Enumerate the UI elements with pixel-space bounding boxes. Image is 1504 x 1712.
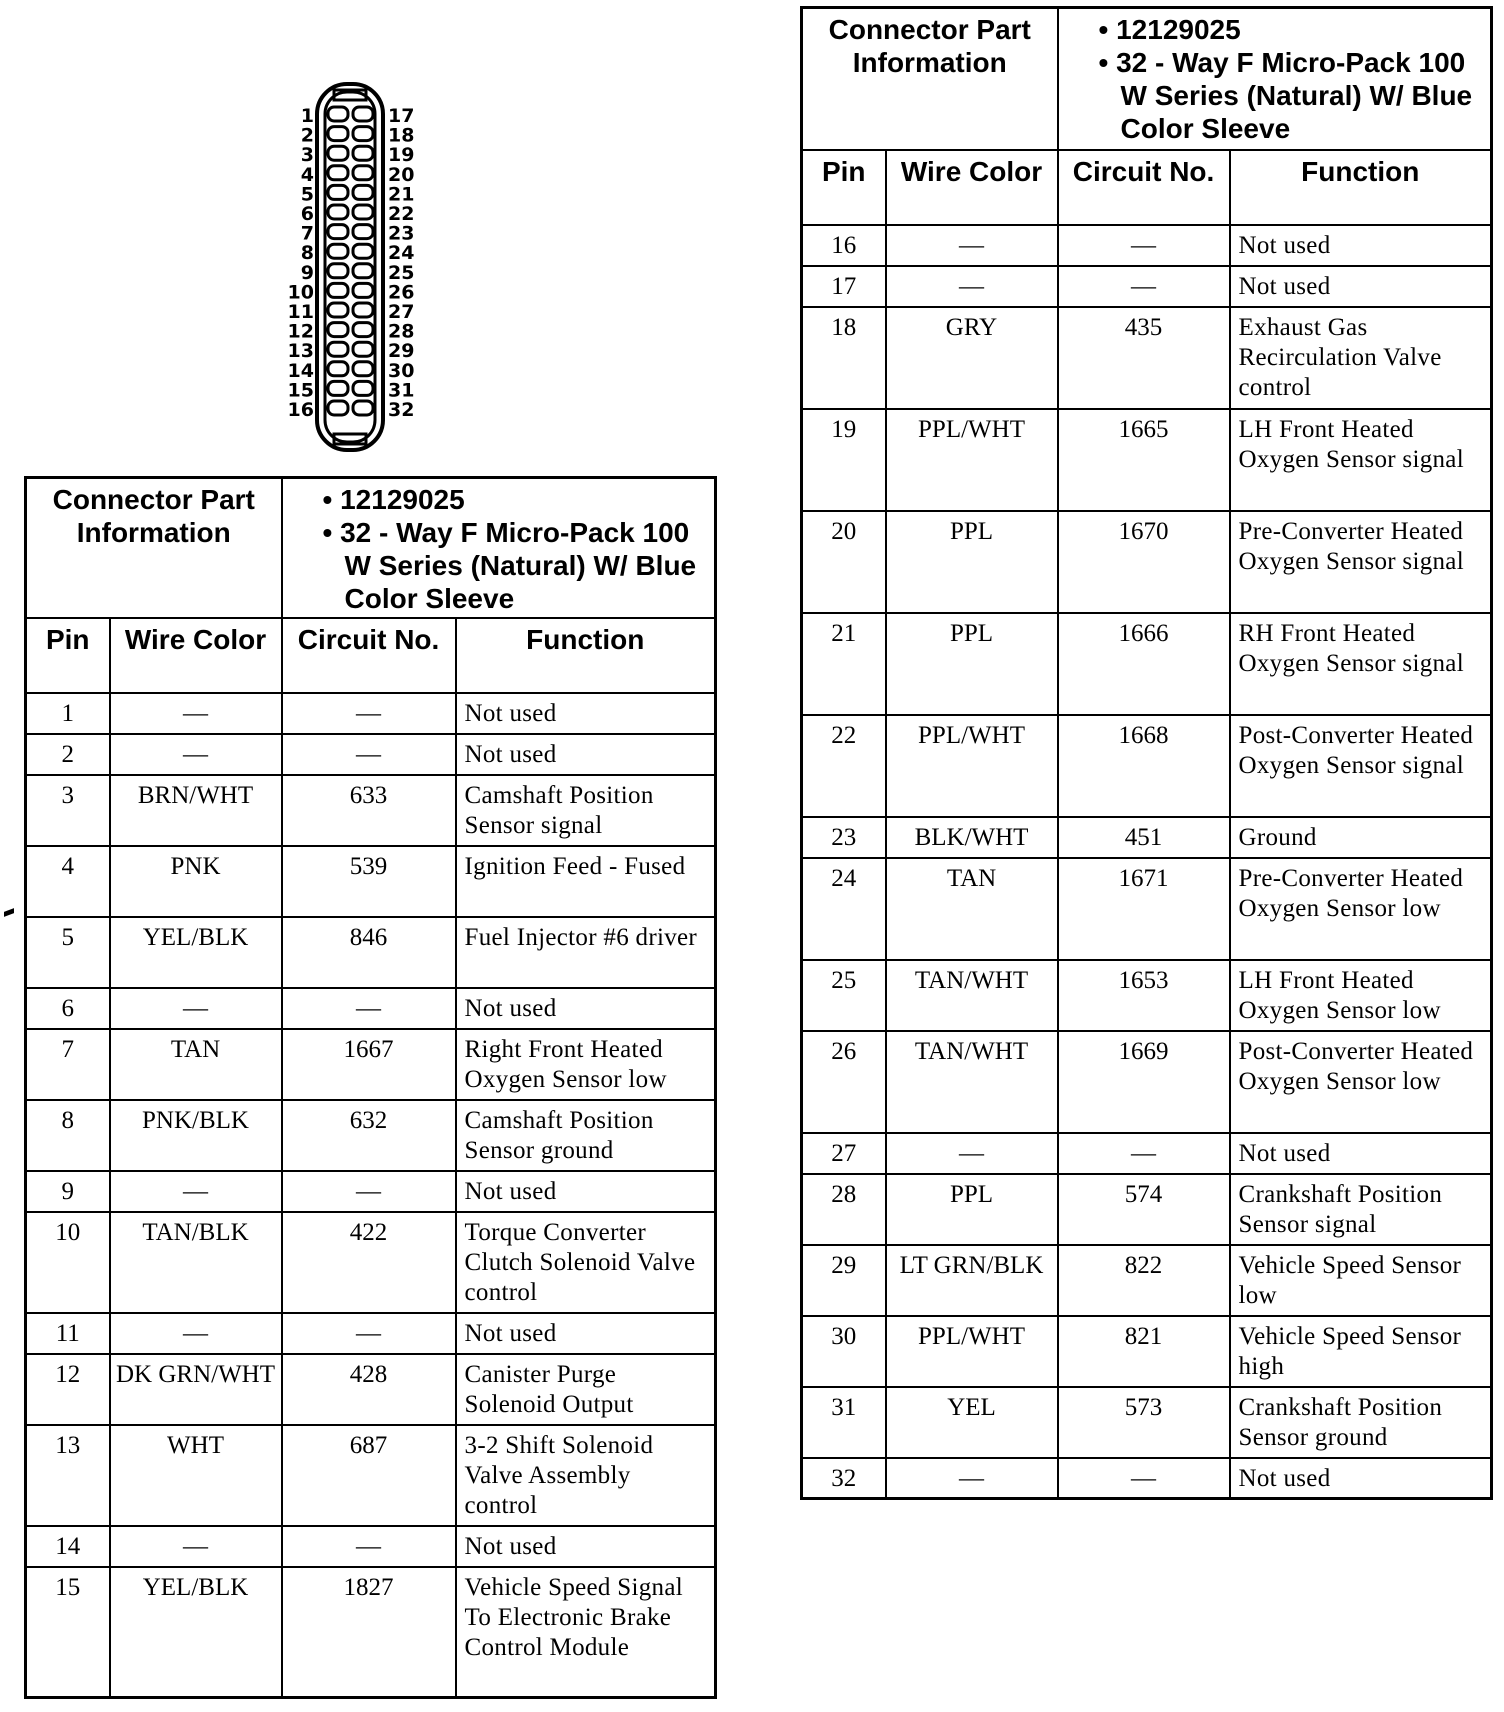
pin-function: Camshaft Position Sensor signal bbox=[456, 775, 716, 846]
pin-number: 23 bbox=[802, 817, 886, 858]
pin-function: LH Front Heated Oxygen Sensor signal bbox=[1230, 409, 1492, 511]
circuit-number: 1665 bbox=[1058, 409, 1230, 511]
pin-function: Not used bbox=[456, 988, 716, 1029]
pin-cavity bbox=[328, 381, 348, 395]
wire-color: BLK/WHT bbox=[886, 817, 1058, 858]
pin-cavity bbox=[353, 401, 373, 415]
pin-cavity bbox=[328, 303, 348, 317]
circuit-number: — bbox=[1058, 1458, 1230, 1499]
pin-label: 11 bbox=[287, 301, 314, 323]
pin-number: 18 bbox=[802, 307, 886, 409]
table-row bbox=[26, 846, 716, 917]
circuit-number: — bbox=[282, 1171, 456, 1212]
pin-number: 3 bbox=[26, 775, 110, 846]
pin-function: Post-Converter Heated Oxygen Sensor signal bbox=[1230, 715, 1492, 817]
circuit-number: 574 bbox=[1058, 1174, 1230, 1245]
pin-label: 25 bbox=[388, 261, 415, 284]
pin-number: 17 bbox=[802, 266, 886, 307]
wire-color: PNK/BLK bbox=[110, 1100, 282, 1171]
wire-color: PPL/WHT bbox=[886, 409, 1058, 511]
pin-function: Fuel Injector #6 driver bbox=[456, 917, 716, 988]
pin-function: Canister Purge Solenoid Output bbox=[456, 1354, 716, 1425]
pin-cavity bbox=[353, 185, 373, 199]
pin-cavity bbox=[328, 342, 348, 356]
pin-function: Camshaft Position Sensor ground bbox=[456, 1100, 716, 1171]
pin-number: 8 bbox=[26, 1100, 110, 1171]
circuit-number: 422 bbox=[282, 1212, 456, 1313]
pin-label: 31 bbox=[388, 379, 415, 402]
pin-number: 13 bbox=[26, 1425, 110, 1526]
table-row bbox=[26, 775, 716, 846]
wire-color: TAN/WHT bbox=[886, 960, 1058, 1031]
pin-function: Not used bbox=[1230, 225, 1492, 266]
table-row bbox=[802, 858, 1492, 960]
pin-function: Not used bbox=[1230, 1458, 1492, 1499]
circuit-number: — bbox=[282, 734, 456, 775]
table-row bbox=[26, 1425, 716, 1526]
pin-number: 12 bbox=[26, 1354, 110, 1425]
circuit-number: 822 bbox=[1058, 1245, 1230, 1316]
table-row bbox=[26, 1567, 716, 1698]
pin-cavity bbox=[353, 225, 373, 239]
part-info-line: • 32 - Way F Micro-Pack 100 W Series (Natural) W/ Blue Color Sleeve bbox=[1098, 47, 1473, 144]
table-row bbox=[802, 1316, 1492, 1387]
col-header-pin: Pin bbox=[802, 150, 886, 225]
pin-number: 28 bbox=[802, 1174, 886, 1245]
pin-cavity bbox=[328, 401, 348, 415]
connector-face-drawing bbox=[270, 78, 430, 458]
pin-label: 3 bbox=[300, 144, 314, 167]
pin-label: 23 bbox=[388, 222, 415, 245]
pin-function: Right Front Heated Oxygen Sensor low bbox=[456, 1029, 716, 1100]
pin-cavity bbox=[353, 146, 373, 160]
pin-label: 4 bbox=[300, 163, 314, 186]
table-row bbox=[802, 817, 1492, 858]
part-info-label: Connector Part Information bbox=[26, 478, 282, 618]
circuit-number: 1668 bbox=[1058, 715, 1230, 817]
table-row bbox=[26, 1171, 716, 1212]
wire-color: — bbox=[110, 1526, 282, 1567]
col-header-circuit: Circuit No. bbox=[1058, 150, 1230, 225]
table-row bbox=[802, 1458, 1492, 1499]
column-header-row bbox=[802, 150, 1492, 225]
circuit-number: 1667 bbox=[282, 1029, 456, 1100]
circuit-number: — bbox=[282, 693, 456, 734]
pin-function: Not used bbox=[456, 1526, 716, 1567]
pin-cavity bbox=[353, 205, 373, 219]
pin-label: 27 bbox=[388, 301, 415, 323]
table-row bbox=[802, 1133, 1492, 1174]
table-row bbox=[26, 1029, 716, 1100]
wire-color: — bbox=[110, 693, 282, 734]
col-header-wire-color: Wire Color bbox=[110, 618, 282, 693]
part-info-line: • 12129025 bbox=[1098, 14, 1241, 45]
wire-color: TAN/BLK bbox=[110, 1212, 282, 1313]
pin-label: 24 bbox=[388, 242, 415, 265]
pin-cavity bbox=[353, 264, 373, 278]
pin-number: 14 bbox=[26, 1526, 110, 1567]
pin-function: Not used bbox=[1230, 266, 1492, 307]
part-info-value bbox=[1058, 8, 1492, 150]
connector-diagram bbox=[270, 78, 430, 458]
circuit-number: — bbox=[1058, 266, 1230, 307]
table-row bbox=[802, 1387, 1492, 1458]
pin-label: 20 bbox=[388, 163, 415, 186]
col-header-circuit: Circuit No. bbox=[282, 618, 456, 693]
circuit-number: — bbox=[1058, 225, 1230, 266]
wire-color: — bbox=[110, 1313, 282, 1354]
table-row bbox=[26, 917, 716, 988]
wire-color: DK GRN/WHT bbox=[110, 1354, 282, 1425]
pin-label: 12 bbox=[287, 320, 314, 343]
circuit-number: 1670 bbox=[1058, 511, 1230, 613]
pin-number: 15 bbox=[26, 1567, 110, 1698]
circuit-number: — bbox=[282, 988, 456, 1029]
pin-label: 7 bbox=[300, 222, 314, 245]
pin-cavity bbox=[353, 107, 373, 121]
pin-cavity bbox=[353, 127, 373, 141]
pin-function: Vehicle Speed Sensor low bbox=[1230, 1245, 1492, 1316]
pin-label: 14 bbox=[287, 359, 314, 382]
pin-number: 11 bbox=[26, 1313, 110, 1354]
col-header-wire-color: Wire Color bbox=[886, 150, 1058, 225]
pin-cavity bbox=[328, 107, 348, 121]
pin-label: 10 bbox=[287, 281, 314, 304]
part-info-label: Connector Part Information bbox=[802, 8, 1058, 150]
pin-cavity bbox=[328, 127, 348, 141]
pin-number: 9 bbox=[26, 1171, 110, 1212]
table-row bbox=[802, 715, 1492, 817]
column-header-row bbox=[26, 618, 716, 693]
table-row bbox=[26, 1526, 716, 1567]
pin-label: 9 bbox=[300, 261, 314, 284]
pin-cavity bbox=[328, 146, 348, 160]
margin-mark bbox=[4, 908, 14, 917]
table-row bbox=[26, 1212, 716, 1313]
pin-function: LH Front Heated Oxygen Sensor low bbox=[1230, 960, 1492, 1031]
pin-number: 2 bbox=[26, 734, 110, 775]
pin-label: 8 bbox=[300, 242, 314, 265]
pin-function: 3-2 Shift Solenoid Valve Assembly control bbox=[456, 1425, 716, 1526]
col-header-function: Function bbox=[1230, 150, 1492, 225]
pin-function: RH Front Heated Oxygen Sensor signal bbox=[1230, 613, 1492, 715]
pin-cavity bbox=[353, 362, 373, 376]
table-row bbox=[26, 693, 716, 734]
pin-function: Not used bbox=[1230, 1133, 1492, 1174]
pin-label: 15 bbox=[287, 379, 314, 402]
pin-function: Vehicle Speed Sensor high bbox=[1230, 1316, 1492, 1387]
pin-function: Ground bbox=[1230, 817, 1492, 858]
table-row bbox=[802, 1174, 1492, 1245]
wire-color: — bbox=[886, 1133, 1058, 1174]
pin-number: 4 bbox=[26, 846, 110, 917]
pin-label: 1 bbox=[300, 105, 314, 127]
pin-function: Exhaust Gas Recirculation Valve control bbox=[1230, 307, 1492, 409]
pin-function: Crankshaft Position Sensor signal bbox=[1230, 1174, 1492, 1245]
table-row bbox=[802, 409, 1492, 511]
circuit-number: 451 bbox=[1058, 817, 1230, 858]
pin-cavity bbox=[353, 244, 373, 258]
pin-number: 5 bbox=[26, 917, 110, 988]
circuit-number: 1666 bbox=[1058, 613, 1230, 715]
wire-color: PPL/WHT bbox=[886, 1316, 1058, 1387]
pin-label: 13 bbox=[287, 340, 314, 363]
wire-color: — bbox=[886, 266, 1058, 307]
pin-label: 22 bbox=[388, 203, 415, 225]
pin-label: 30 bbox=[388, 359, 415, 382]
circuit-number: 687 bbox=[282, 1425, 456, 1526]
pin-number: 30 bbox=[802, 1316, 886, 1387]
wire-color: TAN bbox=[886, 858, 1058, 960]
pin-label: 2 bbox=[300, 124, 314, 147]
pin-number: 29 bbox=[802, 1245, 886, 1316]
pin-cavity bbox=[353, 166, 373, 180]
pin-number: 19 bbox=[802, 409, 886, 511]
pin-label: 29 bbox=[388, 340, 415, 363]
part-info-row bbox=[802, 8, 1492, 150]
pin-cavity bbox=[328, 264, 348, 278]
wire-color: LT GRN/BLK bbox=[886, 1245, 1058, 1316]
pin-cavity bbox=[353, 283, 373, 297]
pin-label: 5 bbox=[300, 183, 314, 206]
pin-label: 28 bbox=[388, 320, 415, 343]
wire-color: PNK bbox=[110, 846, 282, 917]
pin-number: 20 bbox=[802, 511, 886, 613]
circuit-number: 539 bbox=[282, 846, 456, 917]
wire-color: GRY bbox=[886, 307, 1058, 409]
pin-function: Pre-Converter Heated Oxygen Sensor low bbox=[1230, 858, 1492, 960]
pin-number: 24 bbox=[802, 858, 886, 960]
pin-function: Crankshaft Position Sensor ground bbox=[1230, 1387, 1492, 1458]
wire-color: TAN/WHT bbox=[886, 1031, 1058, 1133]
table-row bbox=[26, 1100, 716, 1171]
pin-cavity bbox=[353, 323, 373, 337]
pin-number: 25 bbox=[802, 960, 886, 1031]
table-row bbox=[802, 266, 1492, 307]
circuit-number: 1671 bbox=[1058, 858, 1230, 960]
pin-table-right bbox=[800, 6, 1493, 1500]
part-info-value bbox=[282, 478, 716, 618]
pin-cavity bbox=[353, 303, 373, 317]
circuit-number: — bbox=[282, 1526, 456, 1567]
pin-function: Vehicle Speed Signal To Electronic Brake Control Module bbox=[456, 1567, 716, 1698]
pin-cavity bbox=[328, 166, 348, 180]
pin-function: Not used bbox=[456, 1171, 716, 1212]
pin-number: 27 bbox=[802, 1133, 886, 1174]
table-row bbox=[26, 734, 716, 775]
pin-number: 31 bbox=[802, 1387, 886, 1458]
circuit-number: — bbox=[1058, 1133, 1230, 1174]
table-row bbox=[26, 988, 716, 1029]
pin-label: 26 bbox=[388, 281, 415, 304]
circuit-number: 632 bbox=[282, 1100, 456, 1171]
pin-cavity bbox=[328, 323, 348, 337]
circuit-number: 1669 bbox=[1058, 1031, 1230, 1133]
pin-label: 18 bbox=[388, 124, 415, 147]
wire-color: — bbox=[110, 1171, 282, 1212]
wire-color: — bbox=[886, 225, 1058, 266]
wire-color: PPL/WHT bbox=[886, 715, 1058, 817]
pin-label: 32 bbox=[388, 399, 415, 421]
table-row bbox=[802, 613, 1492, 715]
pin-cavity bbox=[328, 225, 348, 239]
pin-number: 7 bbox=[26, 1029, 110, 1100]
pin-number: 22 bbox=[802, 715, 886, 817]
col-header-function: Function bbox=[456, 618, 716, 693]
table-row bbox=[802, 307, 1492, 409]
table-row bbox=[26, 1354, 716, 1425]
pin-cavity bbox=[328, 362, 348, 376]
pin-label: 21 bbox=[388, 183, 415, 206]
wire-color: BRN/WHT bbox=[110, 775, 282, 846]
wire-color: YEL bbox=[886, 1387, 1058, 1458]
pin-cavity bbox=[328, 283, 348, 297]
circuit-number: 633 bbox=[282, 775, 456, 846]
wire-color: YEL/BLK bbox=[110, 1567, 282, 1698]
table-row bbox=[802, 225, 1492, 266]
circuit-number: — bbox=[282, 1313, 456, 1354]
wire-color: PPL bbox=[886, 1174, 1058, 1245]
pin-number: 16 bbox=[802, 225, 886, 266]
pin-cavity bbox=[353, 342, 373, 356]
pin-cavity bbox=[328, 244, 348, 258]
circuit-number: 573 bbox=[1058, 1387, 1230, 1458]
wire-color: YEL/BLK bbox=[110, 917, 282, 988]
pin-label: 19 bbox=[388, 144, 415, 167]
connector-housing-inner bbox=[325, 92, 375, 442]
wire-color: TAN bbox=[110, 1029, 282, 1100]
wire-color: — bbox=[886, 1458, 1058, 1499]
part-info-line: • 12129025 bbox=[322, 484, 465, 515]
part-info-line: • 32 - Way F Micro-Pack 100 W Series (Natural) W/ Blue Color Sleeve bbox=[322, 517, 697, 614]
wire-color: — bbox=[110, 734, 282, 775]
wire-color: PPL bbox=[886, 613, 1058, 715]
pin-table-left bbox=[24, 476, 717, 1699]
circuit-number: 1653 bbox=[1058, 960, 1230, 1031]
circuit-number: 1827 bbox=[282, 1567, 456, 1698]
pin-function: Not used bbox=[456, 693, 716, 734]
circuit-number: 821 bbox=[1058, 1316, 1230, 1387]
table-row bbox=[802, 1031, 1492, 1133]
pin-number: 32 bbox=[802, 1458, 886, 1499]
pin-function: Post-Converter Heated Oxygen Sensor low bbox=[1230, 1031, 1492, 1133]
table-row bbox=[802, 511, 1492, 613]
wire-color: PPL bbox=[886, 511, 1058, 613]
pin-function: Pre-Converter Heated Oxygen Sensor signal bbox=[1230, 511, 1492, 613]
pin-function: Torque Converter Clutch Solenoid Valve control bbox=[456, 1212, 716, 1313]
table-row bbox=[802, 1245, 1492, 1316]
pin-label: 17 bbox=[388, 105, 415, 127]
pin-number: 10 bbox=[26, 1212, 110, 1313]
col-header-pin: Pin bbox=[26, 618, 110, 693]
part-info-row bbox=[26, 478, 716, 618]
pin-number: 1 bbox=[26, 693, 110, 734]
circuit-number: 428 bbox=[282, 1354, 456, 1425]
pin-cavity bbox=[328, 205, 348, 219]
pin-number: 21 bbox=[802, 613, 886, 715]
wire-color: — bbox=[110, 988, 282, 1029]
table-row bbox=[26, 1313, 716, 1354]
table-row bbox=[802, 960, 1492, 1031]
pin-label: 16 bbox=[287, 399, 314, 421]
pin-function: Not used bbox=[456, 1313, 716, 1354]
circuit-number: 846 bbox=[282, 917, 456, 988]
pin-label: 6 bbox=[300, 203, 314, 225]
pin-cavity bbox=[328, 185, 348, 199]
pin-cavity bbox=[353, 381, 373, 395]
pin-function: Not used bbox=[456, 734, 716, 775]
wire-color: WHT bbox=[110, 1425, 282, 1526]
circuit-number: 435 bbox=[1058, 307, 1230, 409]
pin-number: 6 bbox=[26, 988, 110, 1029]
pin-function: Ignition Feed - Fused bbox=[456, 846, 716, 917]
pin-number: 26 bbox=[802, 1031, 886, 1133]
